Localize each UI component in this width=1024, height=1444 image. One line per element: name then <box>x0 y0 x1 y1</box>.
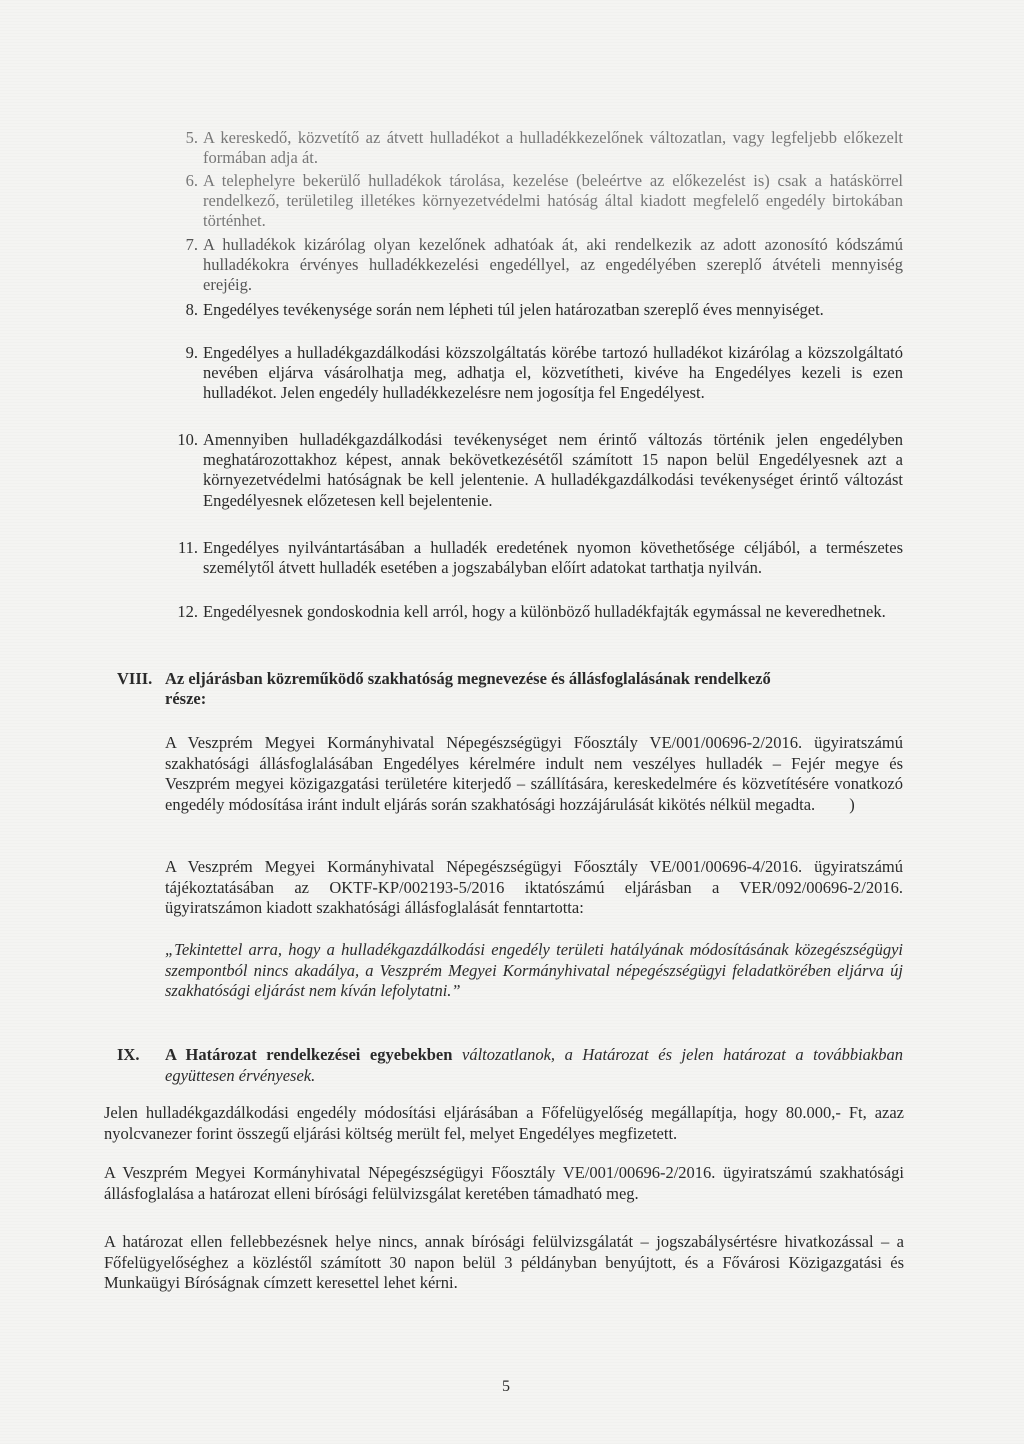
section-number-ix: IX. <box>117 1045 140 1064</box>
list-item-text: A hulladékok kizárólag olyan kezelőnek adhatóak át, aki rendelkezik az adott azonosító kódszámú hulladékokra érvényes hulladékkezelési engedéllyel, az engedélyében szereplő átvételi mennyiség erejéig. <box>203 235 903 295</box>
section-viii-title-cont: része: <box>165 689 207 708</box>
list-number: 7. <box>185 235 198 254</box>
list-number: 11. <box>177 538 198 557</box>
list-item-text: Engedélyes nyilvántartásában a hulladék eredetének nyomon követhetősége céljából, a természetes személytől átvett hulladék esetében a jogszabályban előírt adatokat tarthatja nyilván. <box>203 538 903 578</box>
section-number-viii: VIII. <box>117 669 153 688</box>
list-number: 10. <box>177 430 198 449</box>
list-item-text: Engedélyes tevékenysége során nem lépheti túl jelen határozatban szereplő éves mennyiséget. <box>203 300 824 319</box>
section-viii-title: Az eljárásban közreműködő szakhatóság megnevezése és állásfoglalásának rendelkező <box>165 669 771 688</box>
list-number: 8. <box>185 300 198 319</box>
paragraph-text: A Veszprém Megyei Kormányhivatal Népegészségügyi Főosztály VE/001/00696-2/2016. ügyiratszámú szakhatósági állásfoglalásában Engedélyes kérelmére indult nem veszélyes hulladék – Fejér megye és Veszprém megyei közigazgatási területére kiterjedő – szállítására, kereskedelmére és közvetítésére vonatkozó engedély módosítása iránt indult eljárás során szakhatósági hozzájárulását kikötés nélkül megadta. <box>165 733 903 814</box>
page-number: 5 <box>502 1378 510 1395</box>
section-ix-title-bold: A Határozat rendelkezései egyebekben <box>165 1045 453 1064</box>
list-item-text: Engedélyesnek gondoskodnia kell arról, hogy a különböző hulladékfajták egymással ne keveredhetnek. <box>203 602 886 621</box>
list-item-text: Amennyiben hulladékgazdálkodási tevékenységet nem érintő változás történik jelen engedélyben meghatározottakhoz képest, annak bekövetkezésétől számított 15 napon belül Engedélyesnek azt a környezetvédelmi hatóságnak be kell jelentenie. A hulladékgazdálkodási tevékenységet érintő változást Engedélyesnek előzetesen kell bejelentenie. <box>203 430 903 510</box>
list-number: 6. <box>185 171 198 190</box>
section-viii-paragraph-2: A Veszprém Megyei Kormányhivatal Népegészségügyi Főosztály VE/001/00696-4/2016. ügyiratszámú tájékoztatásában az OKTF-KP/002193-5/2016 iktatószámú eljárásban a VER/092/00696-2/2016. ügyiratszámon kiadott szakhatósági állásfoglalását fenntartotta: <box>165 857 903 917</box>
section-ix-title <box>165 1045 903 1086</box>
list-item-text: A telephelyre bekerülő hulladékok tárolása, kezelése (beleértve az előkezelést is) csak a hatáskörrel rendelkező, területileg illetékes környezetvédelmi hatóság által kiadott megfelelő engedély birtokában történhet. <box>203 171 903 231</box>
closing-paragraph-1: Jelen hulladékgazdálkodási engedély módosítási eljárásában a Főfelügyelőség megállapítja, hogy 80.000,- Ft, azaz nyolcvanezer forint összegű eljárási költség merült fel, melyet Engedélyes megfizetett. <box>104 1103 904 1143</box>
closing-paragraph-2: A Veszprém Megyei Kormányhivatal Népegészségügyi Főosztály VE/001/00696-2/2016. ügyiratszámú szakhatósági állásfoglalása a határozat elleni bírósági felülvizsgálat keretében támadható meg. <box>104 1163 904 1203</box>
list-number: 9. <box>185 343 198 362</box>
section-ix-title-italic: változatlanok, a Határozat és jelen határozat a továbbiakban együttesen érvényesek. <box>165 1045 903 1085</box>
list-item-text: A kereskedő, közvetítő az átvett hulladékot a hulladékkezelőnek változatlan, vagy legfeljebb előkezelt formában adja át. <box>203 128 903 168</box>
list-number: 12. <box>177 602 198 621</box>
closing-paragraph-3: A határozat ellen fellebbezésnek helye nincs, annak bírósági felülvizsgálatát – jogszabálysértésre hivatkozással – a Főfelügyelőséghez a közléstől számított 30 napon belül 3 példányban benyújtott, és a Fővárosi Közigazgatási és Munkaügyi Bíróságnak címzett keresettel lehet kérni. <box>104 1232 904 1292</box>
list-item-text: Engedélyes a hulladékgazdálkodási közszolgáltatás körébe tartozó hulladékot kizárólag a közszolgáltató nevében eljárva vásárolhatja meg, adhatja el, közvetítheti, kivéve ha Engedélyes kezeli is ezen hulladékot. Jelen engedély hulladékkezelésre nem jogosítja fel Engedélyest. <box>203 343 903 403</box>
section-viii-quote: „Tekintettel arra, hogy a hulladékgazdálkodási engedély területi hatályának módosításának közegészségügyi szempontból nincs akadálya, a Veszprém Megyei Kormányhivatal népegészségügyi feladatkörében eljárva új szakhatósági eljárást nem kíván lefolytatni.” <box>165 940 903 1000</box>
section-viii-paragraph-1 <box>165 733 903 815</box>
margin-mark: ) <box>849 794 855 814</box>
list-number: 5. <box>185 128 198 147</box>
